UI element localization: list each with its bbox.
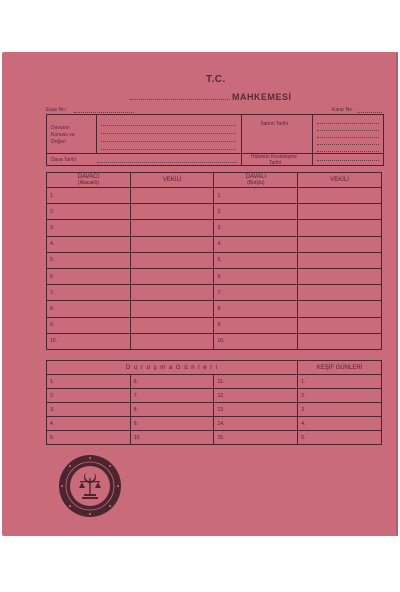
- hearing-number: 1.: [298, 375, 382, 389]
- row-number: 1.: [214, 188, 298, 204]
- empty-cell: [130, 220, 214, 236]
- party-row: [47, 285, 382, 301]
- hearing-number: 1.: [47, 375, 131, 389]
- empty-cell: [130, 236, 214, 252]
- row-number: 2.: [214, 204, 298, 220]
- empty-cell: [298, 204, 382, 220]
- empty-cell: [298, 252, 382, 268]
- row-number: 3.: [214, 220, 298, 236]
- court-name-line: [130, 99, 230, 100]
- mahkemesi-heading: MAHKEMESİ: [232, 92, 292, 102]
- party-row: [47, 252, 382, 268]
- vekili-header: VEKİLİ: [298, 173, 382, 188]
- date-line: [97, 162, 237, 163]
- durusma-gunleri-header: D u r u ş m a G ü n l e r i: [47, 361, 298, 375]
- empty-cell: [298, 268, 382, 284]
- row-number: 6.: [214, 268, 298, 284]
- hearing-row: [47, 375, 382, 389]
- right-line: [317, 137, 379, 138]
- hearing-number: 4.: [298, 417, 382, 431]
- dava-tarihi-label: Dava Tarihi: [51, 157, 76, 163]
- row-number: 9.: [214, 317, 298, 333]
- empty-cell: [130, 285, 214, 301]
- row-number: 7.: [214, 285, 298, 301]
- row-number: 10.: [47, 333, 131, 349]
- hearing-number: 7.: [130, 389, 214, 403]
- hearing-number: 14.: [214, 417, 298, 431]
- hearing-row: [47, 389, 382, 403]
- ilamin-tarihi-label: İlamın Tarihi: [261, 121, 288, 127]
- hearings-table: [46, 360, 382, 445]
- divider: [241, 115, 242, 165]
- party-row: [47, 268, 382, 284]
- empty-cell: [298, 301, 382, 317]
- hearing-number: 10.: [130, 431, 214, 445]
- kesinlesme-tarihi-label: Tarihi: [269, 160, 281, 166]
- party-row: [47, 204, 382, 220]
- hearing-number: 3.: [47, 403, 131, 417]
- party-row: [47, 188, 382, 204]
- esas-no-label: Esas No :: [46, 107, 68, 113]
- row-number: 8.: [214, 301, 298, 317]
- row-number: 4.: [214, 236, 298, 252]
- row-number: 8.: [47, 301, 131, 317]
- hearing-number: 5.: [47, 431, 131, 445]
- empty-cell: [130, 333, 214, 349]
- empty-cell: [130, 301, 214, 317]
- hearing-number: 3.: [298, 403, 382, 417]
- hearing-row: [47, 417, 382, 431]
- row-number: 7.: [47, 285, 131, 301]
- row-number: 1.: [47, 188, 131, 204]
- subject-line: [101, 133, 236, 134]
- divider: [96, 115, 97, 153]
- degeri-label: Değeri: [51, 139, 66, 145]
- right-line: [317, 130, 379, 131]
- row-number: 5.: [47, 252, 131, 268]
- party-row: [47, 301, 382, 317]
- row-number: 5.: [214, 252, 298, 268]
- hearing-number: 9.: [130, 417, 214, 431]
- empty-cell: [298, 188, 382, 204]
- divider: [47, 153, 383, 154]
- hearing-row: [47, 431, 382, 445]
- ministry-seal-icon: [58, 454, 122, 518]
- subject-line: [101, 141, 236, 142]
- right-line: [317, 160, 379, 161]
- party-row: [47, 317, 382, 333]
- empty-cell: [130, 204, 214, 220]
- hearing-number: 2.: [298, 389, 382, 403]
- davali-header: DAVALI (Borçlu): [214, 173, 298, 188]
- row-number: 4.: [47, 236, 131, 252]
- hearing-number: 5.: [298, 431, 382, 445]
- empty-cell: [298, 220, 382, 236]
- row-number: 6.: [47, 268, 131, 284]
- konusu-label: Konusu ve: [51, 132, 75, 138]
- davaci-header: DAVACI (Alacaklı): [47, 173, 131, 188]
- esas-no-line: [74, 112, 134, 113]
- hearing-number: 6.: [130, 375, 214, 389]
- hearing-number: 2.: [47, 389, 131, 403]
- parties-table: [46, 172, 382, 350]
- kesif-gunleri-header: KEŞİF GÜNLERİ: [298, 361, 382, 375]
- empty-cell: [130, 188, 214, 204]
- row-number: 3.: [47, 220, 131, 236]
- davanin-label: Davanın: [51, 125, 70, 131]
- tc-heading: T.C.: [206, 74, 226, 85]
- empty-cell: [298, 317, 382, 333]
- party-row: [47, 220, 382, 236]
- empty-cell: [130, 317, 214, 333]
- hearing-row: [47, 403, 382, 417]
- hearing-number: 13.: [214, 403, 298, 417]
- court-file-folder: [2, 52, 398, 536]
- karar-no-line: [357, 112, 382, 113]
- hearing-number: 8.: [130, 403, 214, 417]
- row-number: 2.: [47, 204, 131, 220]
- empty-cell: [298, 236, 382, 252]
- party-row: [47, 236, 382, 252]
- case-info-box: [46, 114, 384, 166]
- row-number: 9.: [47, 317, 131, 333]
- empty-cell: [130, 252, 214, 268]
- karar-no-label: Karar No :: [332, 107, 355, 113]
- empty-cell: [130, 268, 214, 284]
- hearing-number: 4.: [47, 417, 131, 431]
- empty-cell: [298, 333, 382, 349]
- right-line: [317, 151, 379, 152]
- hearing-number: 15.: [214, 431, 298, 445]
- vekili-header: VEKİLİ: [130, 173, 214, 188]
- divider: [312, 115, 313, 165]
- subject-line: [101, 149, 236, 150]
- right-line: [317, 123, 379, 124]
- empty-cell: [298, 285, 382, 301]
- party-row: [47, 333, 382, 349]
- row-number: 10.: [214, 333, 298, 349]
- right-line: [317, 144, 379, 145]
- hukmun-label: Hükmün Kesinleşme: [251, 154, 297, 160]
- subject-line: [101, 125, 236, 126]
- hearing-number: 12.: [214, 389, 298, 403]
- hearing-number: 11.: [214, 375, 298, 389]
